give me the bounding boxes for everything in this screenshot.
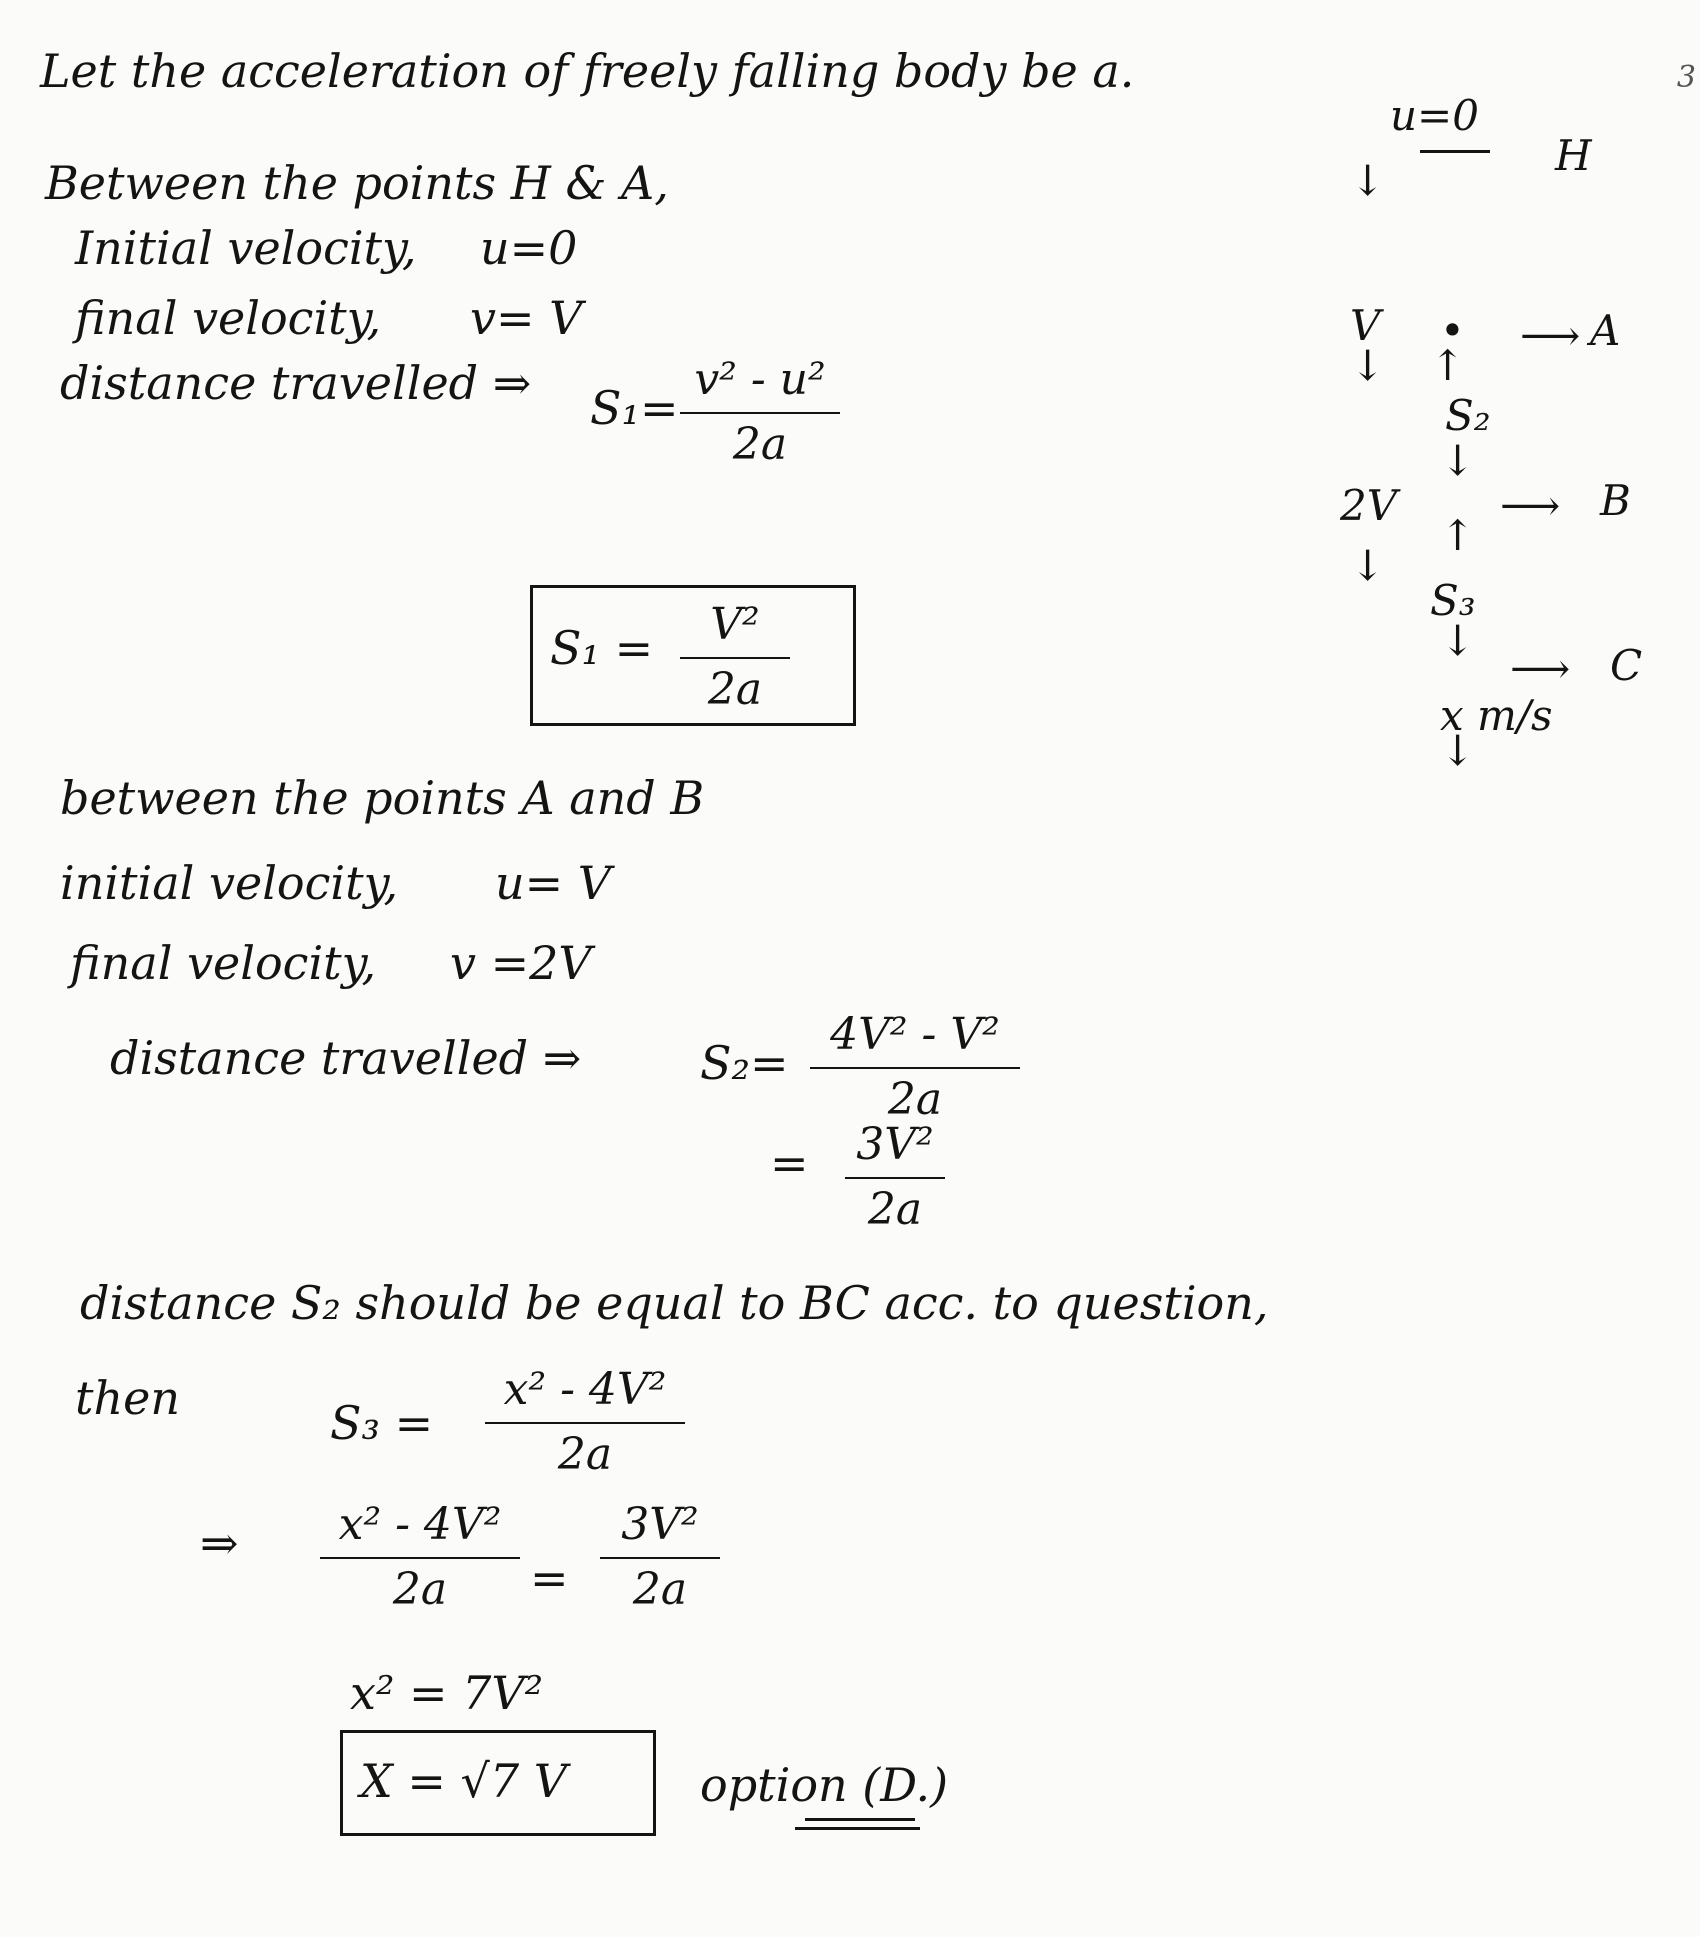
equation-lhs-denominator: 2a <box>392 1563 448 1615</box>
implies-arrow: ⇒ <box>200 1516 239 1570</box>
s1-boxed-numerator: V² <box>710 599 760 650</box>
final-answer: X = √7 V <box>360 1754 567 1808</box>
section3-then: then <box>75 1371 180 1425</box>
section2-final-velocity-label: final velocity, <box>70 936 377 990</box>
section3-statement: distance S₂ should be equal to BC acc. to question, <box>80 1276 1269 1330</box>
section1-final-velocity-label: final velocity, <box>75 291 382 345</box>
down-arrow-icon: ↓ <box>1350 541 1386 590</box>
point-dot-icon: • <box>1440 306 1465 355</box>
down-arrow-icon: ↓ <box>1440 616 1476 665</box>
diagram-A-label: A <box>1590 306 1621 355</box>
page-number: 3 <box>1676 60 1696 95</box>
section2-initial-velocity-label: initial velocity, <box>60 856 399 910</box>
s1-formula-fraction <box>680 355 840 470</box>
diagram-B-label: B <box>1600 476 1631 525</box>
s1-boxed-denominator: 2a <box>707 663 763 715</box>
x-squared-result: x² = 7V² <box>350 1666 544 1720</box>
s3-denominator: 2a <box>557 1428 613 1480</box>
option-underline-2 <box>795 1827 920 1830</box>
equation-rhs-denominator: 2a <box>632 1563 688 1615</box>
down-arrow-icon: ↓ <box>1350 341 1386 390</box>
s2-formula-lhs: S₂= <box>700 1036 789 1090</box>
answer-option: option (D.) <box>700 1758 949 1812</box>
down-arrow-icon: ↓ <box>1440 726 1476 775</box>
equation-equals-sign: = <box>530 1551 569 1605</box>
up-arrow-icon: ↑ <box>1440 511 1476 560</box>
s2-denominator: 2a <box>887 1073 943 1125</box>
s2-simplified-numerator: 3V² <box>856 1119 934 1170</box>
s1-denominator: 2a <box>732 418 788 470</box>
diagram-top-line <box>1420 150 1490 153</box>
section1-final-velocity-value: v= V <box>470 291 583 345</box>
s1-boxed-fraction <box>680 600 790 715</box>
s2-simplified-fraction <box>845 1120 945 1235</box>
right-arrow-icon: ⟶ <box>1520 311 1581 360</box>
equation-rhs-numerator: 3V² <box>621 1499 699 1550</box>
equation-lhs-fraction <box>320 1500 520 1615</box>
diagram-H-label: H <box>1555 131 1592 180</box>
diagram-x-speed-label: x m/s <box>1440 691 1553 740</box>
section2-distance-label: distance travelled ⇒ <box>110 1031 582 1085</box>
s2-equals-sign: = <box>770 1136 809 1190</box>
diagram-u0-label: u=0 <box>1390 91 1479 140</box>
s2-simplified-denominator: 2a <box>867 1183 923 1235</box>
option-underline-1 <box>805 1818 915 1821</box>
down-arrow-icon: ↓ <box>1440 436 1476 485</box>
s1-formula-lhs: S₁= <box>590 381 679 435</box>
equation-lhs-numerator: x² - 4V² <box>338 1499 502 1550</box>
s3-numerator: x² - 4V² <box>503 1364 667 1415</box>
s1-boxed-lhs: S₁ = <box>550 621 654 675</box>
s3-formula-fraction <box>485 1365 685 1480</box>
equation-rhs-fraction <box>600 1500 720 1615</box>
section1-distance-label: distance travelled ⇒ <box>60 356 532 410</box>
diagram-V-label: V <box>1350 301 1381 350</box>
section2-heading: between the points A and B <box>60 771 705 825</box>
diagram-S3-label: S₃ <box>1430 576 1476 625</box>
section1-initial-velocity-label: Initial velocity, <box>75 221 417 275</box>
section1-initial-velocity-value: u=0 <box>480 221 578 275</box>
s3-formula-lhs: S₃ = <box>330 1396 434 1450</box>
right-arrow-icon: ⟶ <box>1510 644 1571 693</box>
section2-initial-velocity-value: u= V <box>495 856 612 910</box>
s2-numerator: 4V² - V² <box>830 1009 1000 1060</box>
section1-heading: Between the points H & A, <box>45 156 669 210</box>
diagram-2V-label: 2V <box>1340 481 1398 530</box>
diagram-S2-label: S₂ <box>1445 391 1491 440</box>
intro-line: Let the acceleration of freely falling body be a. <box>40 44 1135 98</box>
right-arrow-icon: ⟶ <box>1500 481 1561 530</box>
s1-numerator: v² - u² <box>694 354 826 405</box>
up-arrow-icon: ↑ <box>1430 341 1466 390</box>
section2-final-velocity-value: v =2V <box>450 936 592 990</box>
down-arrow-icon: ↓ <box>1350 156 1386 205</box>
diagram-C-label: C <box>1610 641 1643 690</box>
s2-formula-fraction <box>810 1010 1020 1125</box>
